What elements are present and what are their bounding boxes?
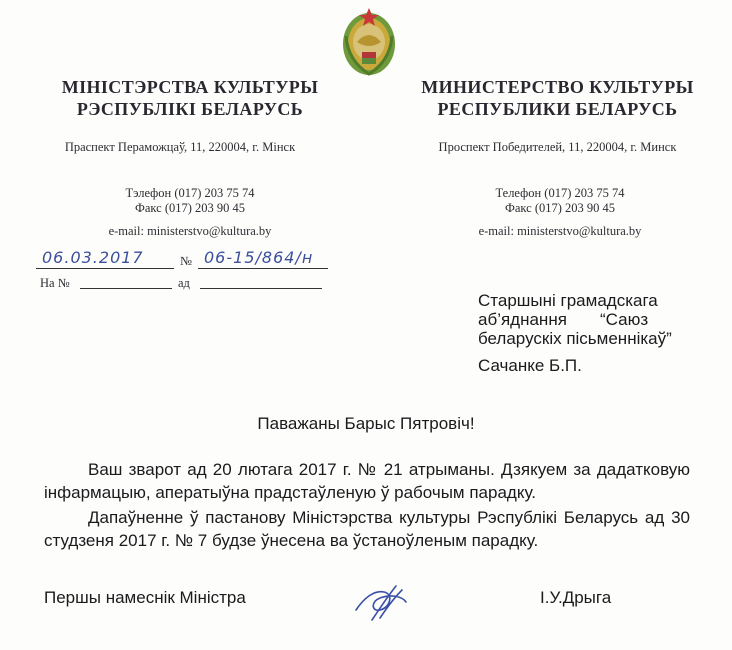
ministry-title-ru-line1: МИНИСТЕРСТВО КУЛЬТУРЫ [421,77,694,97]
address-by: Праспект Пераможцаў, 11, 220004, г. Мінск [64,140,296,154]
signatory-name: І.У.Дрыга [540,588,612,607]
addressee-block [478,291,718,375]
reply-reference-line [32,276,332,296]
addressee-line4: Сачанке Б.П. [478,356,582,375]
salutation: Паважаны Барыс Пятровіч! [257,414,475,433]
reply-from-label: ад [178,276,190,290]
registration-number-label: № [180,254,192,268]
registration-line [32,248,332,272]
handwritten-signature-icon [350,580,414,624]
email-ru: e-mail: ministerstvo@kultura.by [478,224,642,238]
registration-number: 06-15/864/н [204,248,314,267]
addressee-line3: беларускіх пісьменнікаў” [478,329,672,348]
phone-by: Тэлефон (017) 203 75 74 [125,186,255,200]
ministry-title-by-line2: РЭСПУБЛІКІ БЕЛАРУСЬ [76,99,304,119]
letter-paragraph-2: Дапаўненне ў пастанову Міністэрства культуры Рэспублікі Беларусь ад 30 студзеня 2017 г. № 7 будзе ўнесена ва ўстаноўленым парадку. [44,508,690,550]
belarus-state-emblem-icon [340,6,398,78]
registration-date: 06.03.2017 [42,248,144,267]
addressee-line2: аб’яднання “Саюз [478,310,649,329]
signatory-position: Першы намеснік Міністра [44,588,246,607]
address-ru: Проспект Победителей, 11, 220004, г. Минск [438,140,677,154]
letter-paragraph-1: Ваш зварот ад 20 лютага 2017 г. № 21 атрыманы. Дзякуем за дадатковую інфармацыю, аператыўна прадстаўленую ў рабочым парадку. [44,460,690,502]
ministry-title-ru-line2: РЕСПУБЛИКИ БЕЛАРУСЬ [437,99,678,119]
fax-by: Факс (017) 203 90 45 [134,201,246,215]
fax-ru: Факс (017) 203 90 45 [504,201,616,215]
phone-ru: Телефон (017) 203 75 74 [495,186,625,200]
reply-to-label: На № [40,276,70,290]
ministry-title-by-line1: МІНІСТЭРСТВА КУЛЬТУРЫ [61,77,319,97]
email-by: e-mail: ministerstvo@kultura.by [108,224,272,238]
addressee-line1: Старшыні грамадскага [478,291,658,310]
